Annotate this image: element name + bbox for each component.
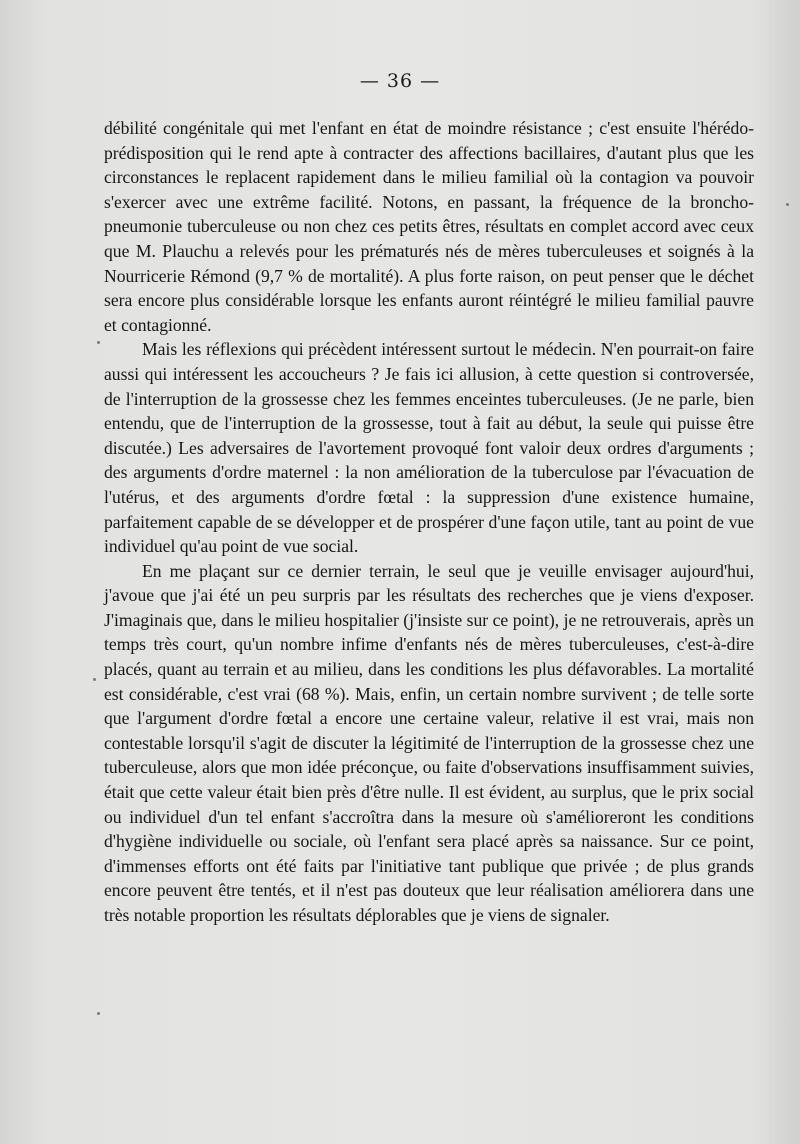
- scan-speck: [93, 678, 96, 681]
- paragraph-2: Mais les réflexions qui précèdent intéressent surtout le médecin. N'en pourrait-on faire aussi qui intéressent les accoucheurs ? Je fais ici allusion, à cette question si controversée, de l'interruption de la grossesse chez les femmes enceintes tuberculeuses. (Je ne parle, bien entendu, que de l'interruption de la grossesse, tout à fait au début, la seule qui puisse être discutée.) Les adversaires de l'avortement provoqué font valoir deux ordres d'arguments ; des arguments d'ordre maternel : la non amélioration de la tuberculose par l'évacuation de l'utérus, et des arguments d'ordre fœtal : la suppression d'une existence humaine, parfaitement capable de se développer et de prospérer d'une façon utile, tant au point de vue individuel qu'au point de vue social.: [104, 339, 754, 557]
- page-number: — 36 —: [359, 70, 441, 92]
- scan-speck: [97, 1012, 100, 1015]
- paragraph-3: En me plaçant sur ce dernier terrain, le seul que je veuille envisager aujourd'hui, j'avoue que j'ai été un peu surpris par les résultats des recherches que je viens d'exposer. J'imaginais que, dans le milieu hospitalier (j'insiste sur ce point), je ne retrouverais, après un temps très court, qu'un nombre infime d'enfants nés de mères tuberculeuses, c'est-à-dire placés, quant au terrain et au milieu, dans les conditions les plus défavorables. La mortalité est considérable, c'est vrai (68 %). Mais, enfin, un certain nombre survivent ; de telle sorte que l'argument d'ordre fœtal a encore une certaine valeur, relative il est vrai, mais non contestable lorsqu'il s'agit de discuter la légitimité de l'interruption de la grossesse chez une tuberculeuse, alors que mon idée préconçue, ou faite d'observations insuffisamment suivies, était que cette valeur était bien près d'être nulle. Il est évident, au surplus, que le prix social ou individuel d'un tel enfant s'accroîtra dans la mesure où s'amélioreront les conditions d'hygiène individuelle ou sociale, où l'enfant sera placé après sa naissance. Sur ce point, d'immenses efforts ont été faits par l'initiative tant publique que privée ; de plus grands encore peuvent être tentés, et il n'est pas douteux que leur réalisation améliorera dans une très notable proportion les résultats déplorables que je viens de signaler.: [104, 560, 754, 925]
- paragraph-1: débilité congénitale qui met l'enfant en état de moindre résistance ; c'est ensuite l'hérédo-prédisposition qui le rend apte à contracter des affections bacillaires, d'autant plus que les circonstances le replacent rapidement dans le milieu familial où la contagion va pouvoir s'exercer avec une extrême facilité. Notons, en passant, la fréquence de la broncho-pneumonie tuberculeuse ou non chez ces petits êtres, résultats en complet accord avec ceux que M. Plauchu a relevés pour les prématurés nés de mères tuberculeuses et soignés à la Nourricerie Rémond (9,7 % de mortalité). A plus forte raison, on peut penser que le déchet sera encore plus considérable lorsque les enfants auront réintégré le milieu familial pauvre et contagionné.: [104, 118, 754, 335]
- body-text: [104, 116, 754, 928]
- scan-speck: [786, 203, 789, 206]
- scan-speck: [97, 341, 100, 344]
